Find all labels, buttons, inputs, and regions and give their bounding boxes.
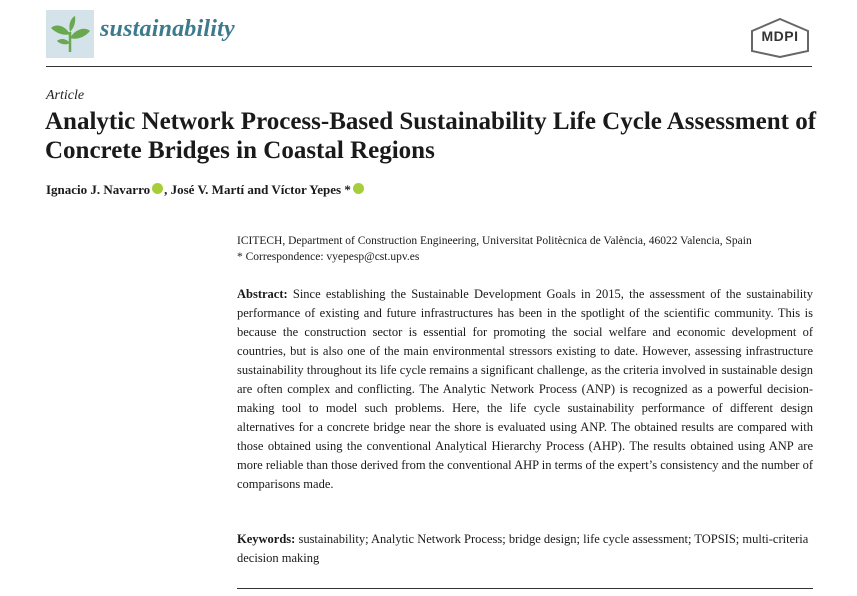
abstract-text: Since establishing the Sustainable Development Goals in 2015, the assessment of the sustainability performance of existing and future infrastructures has been in the spotlight of the scientific community. This is because the construction sector is essential for promoting the social welfare and economic development of countries, but is also one of the main environmental stressors existing to date. However, assessing infrastructure sustainability throughout its life cycle remains a significant challenge, as the criteria involved in sustainable design are often complex and conflicting. The Analytic Network Process (ANP) is recognized as a powerful decision-making tool to model such problems. Here, the life cycle sustainability performance of different design alternatives for a concrete bridge near the shore is evaluated using ANP. The obtained results are compared with those obtained using the conventional Analytical Hierarchy Process (AHP). The results obtained using ANP are more reliable than those derived from the conventional AHP in terms of the expert’s consistency and the number of comparisons made. xyxy=(237,287,814,491)
article-type: Article xyxy=(46,88,85,103)
header-divider xyxy=(46,66,812,67)
keywords-label: Keywords: xyxy=(237,532,296,546)
author-separator: and xyxy=(244,182,272,197)
article-title: Analytic Network Process-Based Sustainability Life Cycle Assessment of Concrete Bridges in Coastal Regions xyxy=(45,108,817,164)
publisher-name: MDPI xyxy=(761,28,799,44)
sprout-icon xyxy=(46,10,94,58)
bottom-divider xyxy=(237,588,813,589)
abstract xyxy=(237,285,813,494)
author-name: Víctor Yepes * xyxy=(271,182,351,197)
correspondence: * Correspondence: vyepesp@cst.upv.es xyxy=(237,251,420,263)
author-separator: , xyxy=(164,182,171,197)
affiliation: ICITECH, Department of Construction Engineering, Universitat Politècnica de València, 46022 Valencia, Spain xyxy=(237,235,752,247)
author-name: José V. Martí xyxy=(170,182,245,197)
affiliation-block xyxy=(237,233,817,265)
abstract-label: Abstract: xyxy=(237,287,288,301)
author-name: Ignacio J. Navarro xyxy=(46,182,151,197)
journal-logo xyxy=(46,10,94,58)
orcid-icon[interactable] xyxy=(152,183,163,194)
journal-name: sustainability xyxy=(100,16,235,42)
keywords-text: sustainability; Analytic Network Process; bridge design; life cycle assessment; TOPSIS; multi-criteria decision making xyxy=(237,532,809,565)
keywords xyxy=(237,530,815,568)
author-list xyxy=(46,182,365,198)
orcid-icon[interactable] xyxy=(353,183,364,194)
